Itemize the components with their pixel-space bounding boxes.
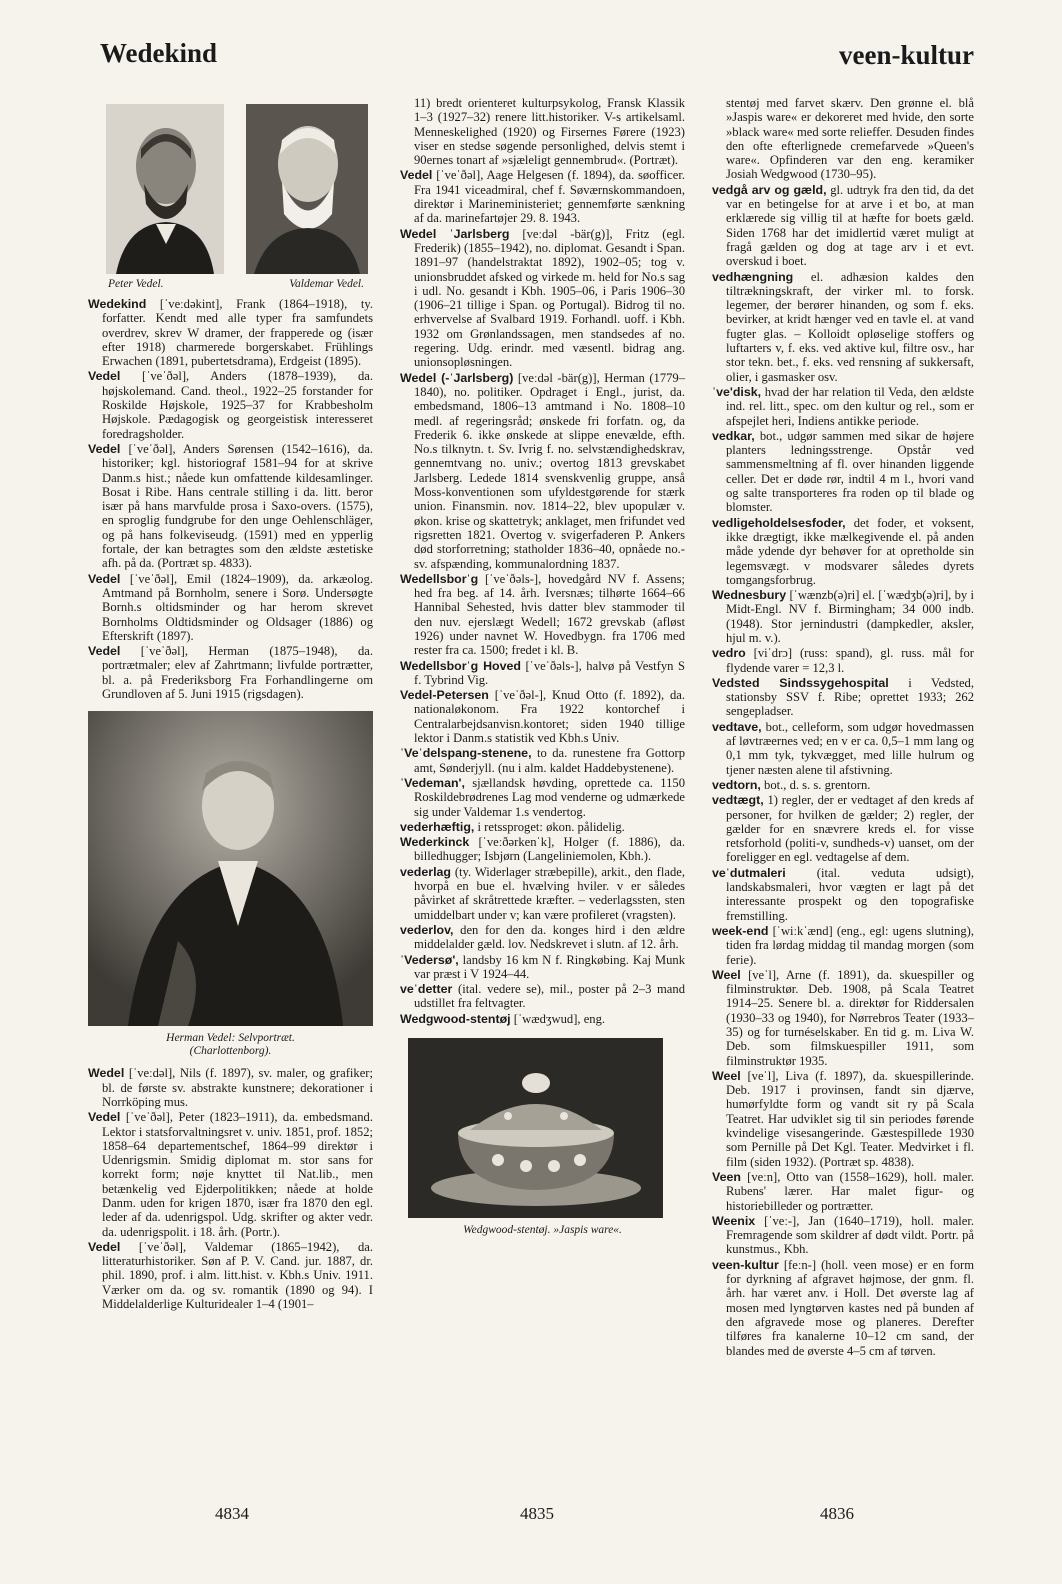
entry-wedekind: Wedekind [ˈveːdəkint], Frank (1864–1918), ty. forfatter. Kendt med alle typer fra samfundets overdrev, skrev W dramer, der frapperede og (især efter 1918) charmerede borgerskabet. Frühlings Erwachen (1891, pubertetsdrama), Erdgeist (1895).: [88, 297, 373, 369]
entry-vedel-aage: Vedel [ˈveˈðəl], Aage Helgesen (f. 1894), da. søofficer. Fra 1941 viceadmiral, chef f. Søværnskommandoen, direktør i Marineministeriet; gennemførte sænkning af da. marinefartøjer 29. 8. 1943.: [400, 168, 685, 226]
page-number-middle: 4835: [520, 1504, 554, 1523]
valdemar-vedel-photo: [246, 104, 368, 274]
valdemar-vedel-caption: Valdemar Vedel.: [289, 278, 364, 290]
entry-vedtave: vedtave, bot., celleform, som udgør hovedmassen af løvtræernes ved; en v er ca. 0,5–1 mm lang og 0,1 mm tyk, tykvægget, med lille hulrum og tjener næsten alene til afstivning.: [712, 719, 974, 777]
entry-vedel-emil: Vedel [ˈveˈðəl], Emil (1824–1909), da. arkæolog. Amtmand på Bornholm, senere i Sorø. Undersøgte Bornh.s oltidsminder og har herom skrevet Bornholms Oldtidsminder og Oldsager (1886) og Efterskrift (1897).: [88, 571, 373, 643]
entry-wederkinck: Wederkinck [ˈveːðərkenˈk], Holger (f. 1886), da. billedhugger; Isbjørn (Langeliniemolen, Kbh.).: [400, 835, 685, 864]
entry-week-end: week-end [ˈwiːkˈænd] (eng., egl: ugens slutning), tiden fra lørdag middag til mandag morgen (som ferie).: [712, 923, 974, 967]
entry-veen-kultur: veen-kultur [feːn-] (holl. veen mose) er en form for dyrkning af afgravet højmose, der gnm. fl. årh. har været anv. i Holl. Det øverste lag af mosen med lyngtørven kastes ned på bunden af den afgravede mose og planeres. Derefter tilføres fra kanalerne 10–12 cm sand, der blandes med de øverste 4–5 cm af tørven.: [712, 1257, 974, 1358]
entry-vedsted: Vedsted Sindssygehospital i Vedsted, stationsby SSV f. Ribe; oprettet 1933; 262 sengepladser.: [712, 675, 974, 719]
portrait-captions: [98, 278, 378, 291]
herman-vedel-self-portrait: [88, 711, 373, 1026]
entry-vederhaeftig: vederhæftig, i retssproget: økon. pålidelig.: [400, 819, 625, 834]
wedgwood-caption: Wedgwood-stentøj. »Jaspis ware«.: [463, 1224, 622, 1236]
entry-weenix: Weenix [ˈveː-], Jan (1640–1719), holl. maler. Fremragende som skildrer af dødt vildt. Portr. på kunstmus., Kbh.: [712, 1213, 974, 1257]
entry-wedel-jarlsberg-fritz: Wedel ˈJarlsberg [veːdəl -bär(g)], Fritz (egl. Frederik) (1855–1942), no. diplomat. Gesandt i Span. 1891–97 (handelstraktat 1892), 1902–05; tog v. unionsbruddet afsked og virkede m. held for No.s sag i udl. No. gesandt i Kbh. 1905–06, i Paris 1906–30 (1906–21 tillige i Span. og Portugal). Bidrog til no. erhvervelse af Svalbard 1919. Forhandl. uoff. i Kbh. 1932 om Grønlandssagen, men standsedes af no. regering. Udg. erindr. med væsentl. bidrag ang. unionsopløsningen.: [400, 226, 685, 370]
entry-vedeman: ˈVedeman', sjællandsk høvding, oprettede ca. 1150 Roskildebrødrenes Lag mod venderne og udmærkede sig under Valdemar 1.s vendertog.: [400, 775, 685, 819]
entry-weel-liva: Weel [veˈl], Liva (f. 1897), da. skuespillerinde. Deb. 1917 i provinsen, fandt sin djærve, humørfyldte form og vandt sit ry på Scala Teatret. Har udviklet sig til sin periodes førende kvindelige visesangerinde. Gæstespillede 1930 som Pernille på Det Kgl. Teater. Medvirket i fl. film (siden 1932). (Portræt sp. 4838).: [712, 1068, 974, 1169]
entry-wedellsborg: Wedellsborˈg [ˈveˈðəls-], hovedgård NV f. Assens; hed fra beg. af 14. årh. Iversnæs; tilhørte 1664–66 Hannibal Sehested, hvis datter blev stammoder til den nuv. ejerslægt Wedell; 1672 grevskab (afløst 1926) under navnet W. Hovedbygn. fra 1706 med rester fra ca. 1500; fredet i kl. B.: [400, 571, 685, 658]
entry-vedel-valdemar: Vedel [ˈveˈðəl], Valdemar (1865–1942), da. litteraturhistoriker. Søn af P. V. Cand. jur. 1887, dr. phil. 1890, prof. i alm. litt.hist. v. Kbh.s Univ. 1911. Værker om da. og sv. romantik (1890 og 94). I Middelalderlige Kulturidealer 1–4 (1901–: [88, 1239, 373, 1312]
entry-vedetter: veˈdetter (ital. vedere se), mil., poster på 2–3 mand udstillet fra feltvagter.: [400, 982, 685, 1011]
entry-continued-wedgwood: stentøj med farvet skærv. Den grønne el. blå »Jaspis ware« er dekoreret med hvide, den sorte »black ware« med sorte relieffer. Desuden findes den ofte efterlignede cremefarvede »Queen's ware«. Opfinderen var den eng. keramiker Josiah Wedgwood (1730–95).: [726, 96, 974, 182]
entry-continued: 11) bredt orienteret kulturpsykolog, Fransk Klassik 1–3 (1927–32) renere litt.historiker. V-s artikelsaml. Menneskelighed (1920) og Firsernes Førere (1923) viser en stedse søgende personlighed, delvis stemt i 90ernes tonart af »sjæleligt gennembrud«. (Portræt).: [414, 96, 685, 168]
entry-vedel-anders-sorensen: Vedel [ˈveˈðəl], Anders Sørensen (1542–1616), da. historiker; kgl. historiograf 1581–94 for at skrive Danm.s hist.; nåede kun omfattende kildesamlinger. Bosat i Ribe. Hans centrale stilling i da. litt. beror især på hans marvfulde prosa i Saxo-overs. (1575), en sproglig fundgrube for den unge Oehlenschläger, og på hans folkeviseudg. (1591) med en ypperlig fortale, der kan betragtes som den ældste æstetiske afh. på da. (Portræt sp. 4833).: [88, 441, 373, 571]
entry-vedelspang-stenene: ˈVeˈdelspang-stenene, to da. runestene fra Gottorp amt, Sønderjyll. (nu i alm. kaldet Haddebystenene).: [400, 746, 685, 775]
entry-vedligeholdelsesfoder: vedligeholdelsesfoder, det foder, et voksent, ikke drægtigt, ikke mælkegivende el. på anden måde ydende dyr behøver for at opretholde sin legemsvægt. v modsvarer således dyrets tomgangsforbrug.: [712, 515, 974, 587]
column-1: [88, 96, 373, 1312]
portrait-pair: [106, 104, 368, 274]
entry-vedel-petersen: Vedel-Petersen [ˈveˈðəl-], Knud Otto (f. 1892), da. nationaløkonom. Fra 1922 kontorchef i Centralarbejdsanvisn.kontoret; siden 1940 tillige lektor i Danm.s statistik ved Kbh.s Univ.: [400, 688, 686, 746]
page-number-left: 4834: [215, 1504, 249, 1523]
herman-vedel-caption-1: Herman Vedel: Selvportræt.: [166, 1032, 295, 1045]
column-2: [400, 96, 685, 1237]
entry-vedersoe: ˈVedersø', landsby 16 km N f. Ringkøbing. Kaj Munk var præst i V 1924–44.: [400, 952, 685, 981]
herman-vedel-caption-2: (Charlottenborg).: [189, 1045, 272, 1058]
running-head-left: Wedekind: [100, 38, 218, 68]
entry-vedel-peter: Vedel [ˈveˈðəl], Peter (1823–1911), da. embedsmand. Lektor i statsforvaltningsret v. univ. 1851, prof. 1852; 1858–64 departementschef, 1864–99 direktør i Udenrigsmin. Smidig diplomat m. stor sans for korrekt form; nøje knyttet til Nat.lib., men betænkelig ved Ejderpolitikken; nåede at holde Danm. uden for krigen 1870, især fra 1870 den egl. leder af da. udenrigspol. Udg. skrifter og akter vedr. da. udenrigspolit. i 18. årh. (Portr.).: [88, 1110, 373, 1239]
entry-vedutmaleri: veˈdutmaleri (ital. veduta udsigt), landskabsmaleri, hvor vægten er lagt på det interessante prospekt og den topografiske fremstilling.: [712, 865, 974, 923]
column-3: [712, 96, 974, 1359]
peter-vedel-photo: [106, 104, 224, 274]
entry-vedro: vedro [viˈdrɔ] (russ: spand), gl. russ. mål for flydende varer = 12,3 l.: [712, 646, 974, 675]
entry-wedgwood-stentoj: Wedgwood-stentøj [ˈwædʒwud], eng.: [400, 1011, 606, 1026]
entry-vedhaengning: vedhængning el. adhæsion kaldes den tiltrækningskraft, der virker ml. to forsk. legemer, der berører hinanden, og som f. eks. bevirker, at kridt hænger ved en tavle el. at vand fugter glas. – Kolloidt opløselige stoffers og luftarters v, f. eks. ved aktive kul, filtre osv., har stor tekn. bet., f. eks. ved rensning af sukkersaft, olier, i gasmasker osv.: [712, 269, 974, 384]
entry-vedtaegt: vedtægt, 1) regler, der er vedtaget af den kreds af personer, for hvilken de gælder; 2) regler, der gælder for en snævrere kreds el. for visse retsforhold (politi-v, sundheds-v) uanset, om der foreligger en egl. vedtagelse af dem.: [712, 793, 974, 865]
entry-vedel-herman: Vedel [ˈveˈðəl], Herman (1875–1948), da. portrætmaler; elev af Zahrtmann; livfulde portrætter, bl. a. på Frederiksborg Fra Forhandlingerne om Grundloven af 5. Juni 1915 (rigsdagen).: [88, 644, 373, 702]
entry-wedel-jarlsberg-herman: Wedel (-ˈJarlsberg) [veːdəl -bär(g)], Herman (1779–1840), no. politiker. Opdraget i Engl., jurist, da. embedsmand, 1806–13 amtmand i No. 1808–10 medl. af regeringsråd; ønskede fri forfatn. og, da Frederik 6. ikke ønskede at slippe enevælde, efth. No.s tilknytn. t. Sv. Ivrig f. no. selvstændighedskrav, gennemtvang no. univ.; overtog 1813 grevskabet Jarlsberg. Ledede 1814 svenskvenlig gruppe, anså Moss-konventionen som ufyldestgørende for stærk union. Finansmin. nov. 1814–22, blev upopulær v. økon. krise og skattetryk; anklaget, men frifundet ved rigsretten 1821. Overtog v. svigerfaderen P. Ankers død storforretning; statholder 1836–40, opnåede no.-sv. afspænding, kommunalordning 1837.: [400, 370, 686, 571]
entry-vedisk: ˈve'disk, hvad der har relation til Veda, den ældste ind. rel. litt., spec. om den kultur og rel., som er afspejlet heri, Indiens antikke periode.: [712, 384, 974, 428]
page-number-right: 4836: [820, 1504, 854, 1523]
entry-vedkar: vedkar, bot., udgør sammen med sikar de højere planters ledningsstrenge. Opstår ved sammensmeltning af fl. over hinanden liggende celler. Det er døde rør, indtil 4 m l., hvori vand og salte transporteres fra roden op til blade og blomster.: [712, 428, 974, 515]
running-head-right: veen-kultur: [839, 40, 974, 70]
entry-wedellsborg-hoved: Wedellsborˈg Hoved [ˈveˈðəls-], halvø på Vestfyn S f. Tybrind Vig.: [400, 658, 685, 687]
wedgwood-vase-photo: [408, 1038, 663, 1218]
entry-vedtorn: vedtorn, bot., d. s. s. grentorn.: [712, 777, 871, 792]
entry-wedel-nils: Wedel [ˈveːdəl], Nils (f. 1897), sv. maler, og grafiker; bl. de første sv. abstrakte kunstnere; dekorationer i Norrköping mus.: [88, 1066, 373, 1109]
peter-vedel-caption: Peter Vedel.: [108, 278, 164, 290]
entry-weel-arne: Weel [veˈl], Arne (f. 1891), da. skuespiller og filminstruktør. Deb. 1908, på Scala Teatret 1914–25. Senere bl. a. direktør for Riddersalen (1930–33 og 1940), for Nørrebros Teater (1933–35) og for turnéselskaber. En tid g. m. Liva W. Deb. som filmskuespiller 1911, som filminstruktør 1935.: [712, 967, 974, 1068]
entry-vedel-anders: Vedel [ˈveˈðəl], Anders (1878–1939), da. højskolemand. Cand. theol., 1922–25 forstander for Roskilde Højskole, 1925–37 for Krabbesholm Højskole. Pædagogisk og georgeistisk interesseret foredragsholder.: [88, 369, 373, 441]
entry-wednesbury: Wednesbury [ˈwænzb(ə)ri] el. [ˈwædʒb(ə)ri], by i Midt-Engl. NV f. Birmingham; 34 000 indb. (1948). Stor jernindustri (dampkedler, aksler, hjul m. v.).: [712, 588, 974, 645]
entry-vederlag: vederlag (ty. Widerlager stræbepille), arkit., den flade, hvorpå en bue el. hvælving hviler. v er således påvirket af skråtrettede kræfter. – vederlagssten, sten umiddelbart under v; kan være profileret (vragsten).: [400, 864, 685, 922]
entry-vedga-arv: vedgå arv og gæld, gl. udtryk fra den tid, da det var en betingelse for at arve i et bo, at man erklærede sig villig til at hæfte for boets gæld. Siden 1768 har det imidlertid været muligt at fragå gælden og dog at tage arv i et evt. overskud i boet.: [712, 182, 975, 269]
entry-vederlov: vederlov, den for den da. konges hird i den ældre middelalder gæld. lov. Nedskrevet i slutn. af 12. årh.: [400, 922, 686, 952]
entry-veen-otto: Veen [veːn], Otto van (1558–1629), holl. maler. Rubens' lærer. Har malet figur- og historiebilleder og portrætter.: [712, 1169, 974, 1213]
